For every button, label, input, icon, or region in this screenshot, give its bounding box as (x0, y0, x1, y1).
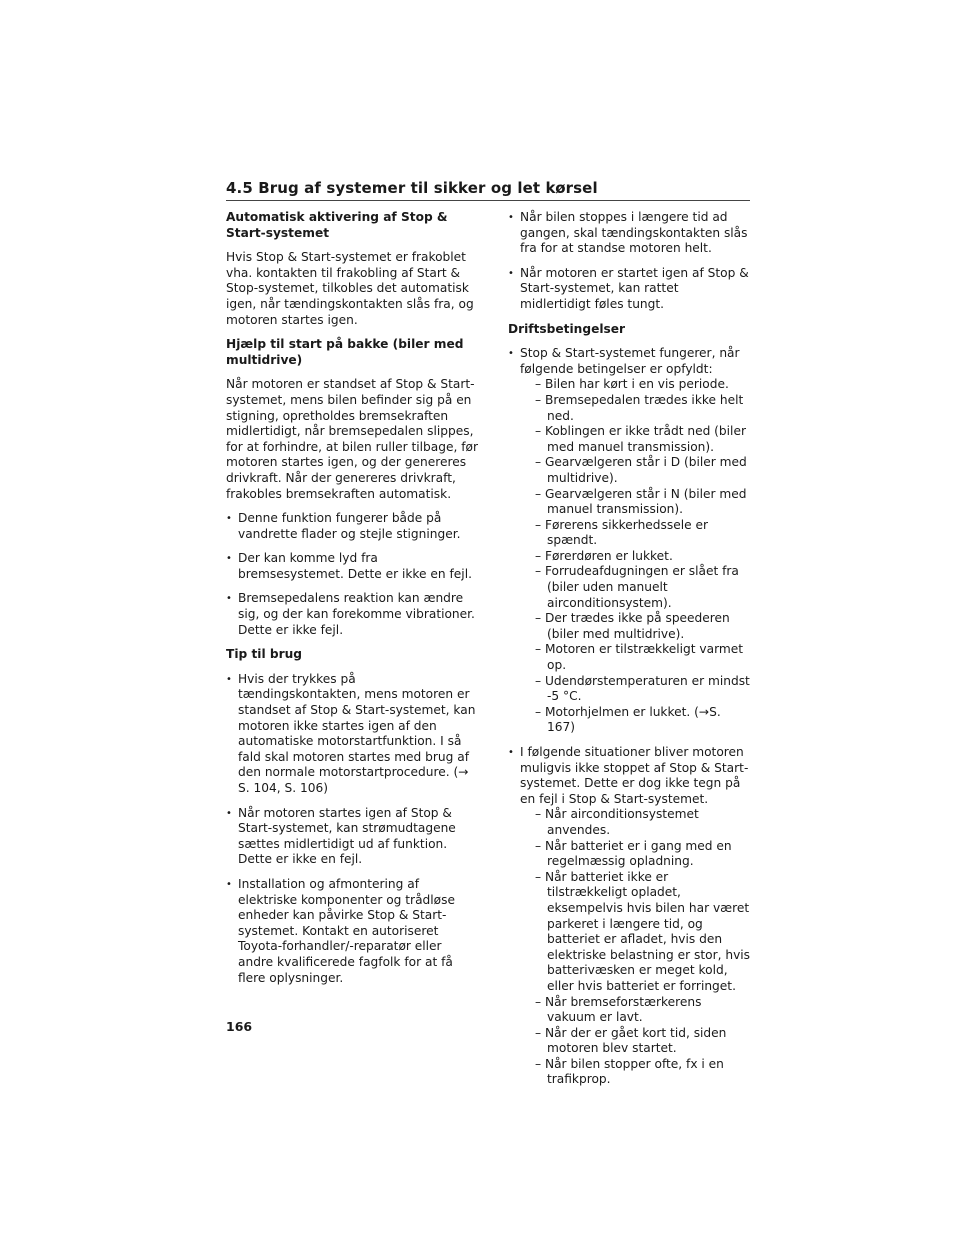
heading-auto-activation: Automatisk aktivering af Stop & Start-systemet (226, 210, 448, 240)
page-number: 166 (226, 1019, 253, 1034)
list-item: • Denne funktion fungerer både på vandrette flader og stejle stigninger. (226, 511, 478, 542)
paragraph-auto-activation: Hvis Stop & Start-systemet er frakoblet vha. kontakten til frakobling af Start & Stop-systemet, tilkobles det automatisk igen, når tændingskontakten slås fra, og motoren startes igen. (226, 250, 474, 327)
list-item: • Der kan komme lyd fra bremsesystemet. Dette er ikke en fejl. (226, 551, 478, 582)
paragraph-hill-start: Når motoren er standset af Stop & Start-systemet, mens bilen befinder sig på en stigning, opretholdes bremsekraften midlertidigt, når bremsepedalen slippes, for at forhindre, at bilen ruller tilbage, før motoren startes igen, og der genereres drivkraft. Når der genereres drivkraft, frakobles bremsekraften automatisk. (226, 377, 478, 501)
conditions-bullets (508, 346, 752, 1088)
hill-start-bullets (226, 511, 478, 638)
list-item: – Når batteriet ikke er tilstrækkeligt opladet, eksempelvis hvis bilen har været parkeret i længere tid, og batteriet er afladet, hvis den elektriske belastning er stor, hvis batterivæsken er meget kold, eller hvis batteriet er forringet. (520, 870, 752, 995)
list-item: – Når batteriet er i gang med en regelmæssig opladning. (520, 839, 752, 870)
list-item: – Koblingen er ikke trådt ned (biler med manuel transmission). (520, 424, 752, 455)
list-item: • Når motoren er startet igen af Stop & Start-systemet, kan rattet midlertidigt føles tungt. (508, 266, 752, 313)
list-item: – Bilen har kørt i en vis periode. (520, 377, 752, 393)
tips-bullets (226, 672, 478, 986)
list-item: • Hvis der trykkes på tændingskontakten, mens motoren er standset af Stop & Start-systemet, kan motoren ikke startes igen af den automatiske motorstartfunktion. I så fald skal motoren startes med brug af den normale motorstartprocedure. (→ S. 104, S. 106) (226, 672, 478, 797)
section-header (226, 178, 750, 201)
section-title: 4.5 Brug af systemer til sikker og let kørsel (226, 179, 598, 197)
list-item: – Gearvælgeren står i D (biler med multidrive). (520, 455, 752, 486)
conditions-intro: Stop & Start-systemet fungerer, når følgende betingelser er opfyldt: (520, 346, 740, 376)
list-item: – Når bremseforstærkerens vakuum er lavt. (520, 995, 752, 1026)
header-rule (226, 200, 750, 201)
list-item: – Udendørstemperaturen er mindst -5 °C. (520, 674, 752, 705)
list-item: • Bremsepedalens reaktion kan ændre sig, og der kan forekomme vibrationer. Dette er ikke fejl. (226, 591, 478, 638)
top-bullets (508, 210, 752, 313)
heading-tips: Tip til brug (226, 647, 303, 662)
list-item: – Gearvælgeren står i N (biler med manuel transmission). (520, 487, 752, 518)
list-item: – Førerens sikkerhedssele er spændt. (520, 518, 752, 549)
list-item: – Når bilen stopper ofte, fx i en trafikprop. (520, 1057, 752, 1088)
list-item: • Når motoren startes igen af Stop & Start-systemet, kan strømudtagene sættes midlertidigt ud af funktion. Dette er ikke en fejl. (226, 806, 478, 868)
list-item: – Der trædes ikke på speederen (biler med multidrive). (520, 611, 752, 642)
list-item: • Når bilen stoppes i længere tid ad gangen, skal tændingskontakten slås fra for at standse motoren helt. (508, 210, 752, 257)
list-item: – Når der er gået kort tid, siden motoren blev startet. (520, 1026, 752, 1057)
situations-intro: I følgende situationer bliver motoren muligvis ikke stoppet af Stop & Start-systemet. Dette er dog ikke tegn på en fejl i Stop & Start-systemet. (520, 745, 749, 806)
list-item: – Bremsepedalen trædes ikke helt ned. (520, 393, 752, 424)
list-item: – Forrudeafdugningen er slået fra (biler uden manuelt airconditionsystem). (520, 564, 752, 611)
left-column (226, 210, 478, 995)
conditions-list (520, 377, 752, 736)
situations-list (520, 807, 752, 1088)
heading-operating-conditions: Driftsbetingelser (508, 321, 626, 336)
right-column (508, 210, 752, 1097)
list-item (508, 745, 752, 1088)
list-item (508, 346, 752, 736)
list-item: – Motorhjelmen er lukket. (→S. 167) (520, 705, 752, 736)
list-item: – Motoren er tilstrækkeligt varmet op. (520, 642, 752, 673)
list-item: – Førerdøren er lukket. (520, 549, 752, 565)
list-item: • Installation og afmontering af elektriske komponenter og trådløse enheder kan påvirke Stop & Start-systemet. Kontakt en autoriseret Toyota-forhandler/-reparatør eller andre kvalificerede fagfolk for at få flere oplysninger. (226, 877, 478, 986)
heading-hill-start: Hjælp til start på bakke (biler med multidrive) (226, 337, 464, 367)
list-item: – Når airconditionsystemet anvendes. (520, 807, 752, 838)
